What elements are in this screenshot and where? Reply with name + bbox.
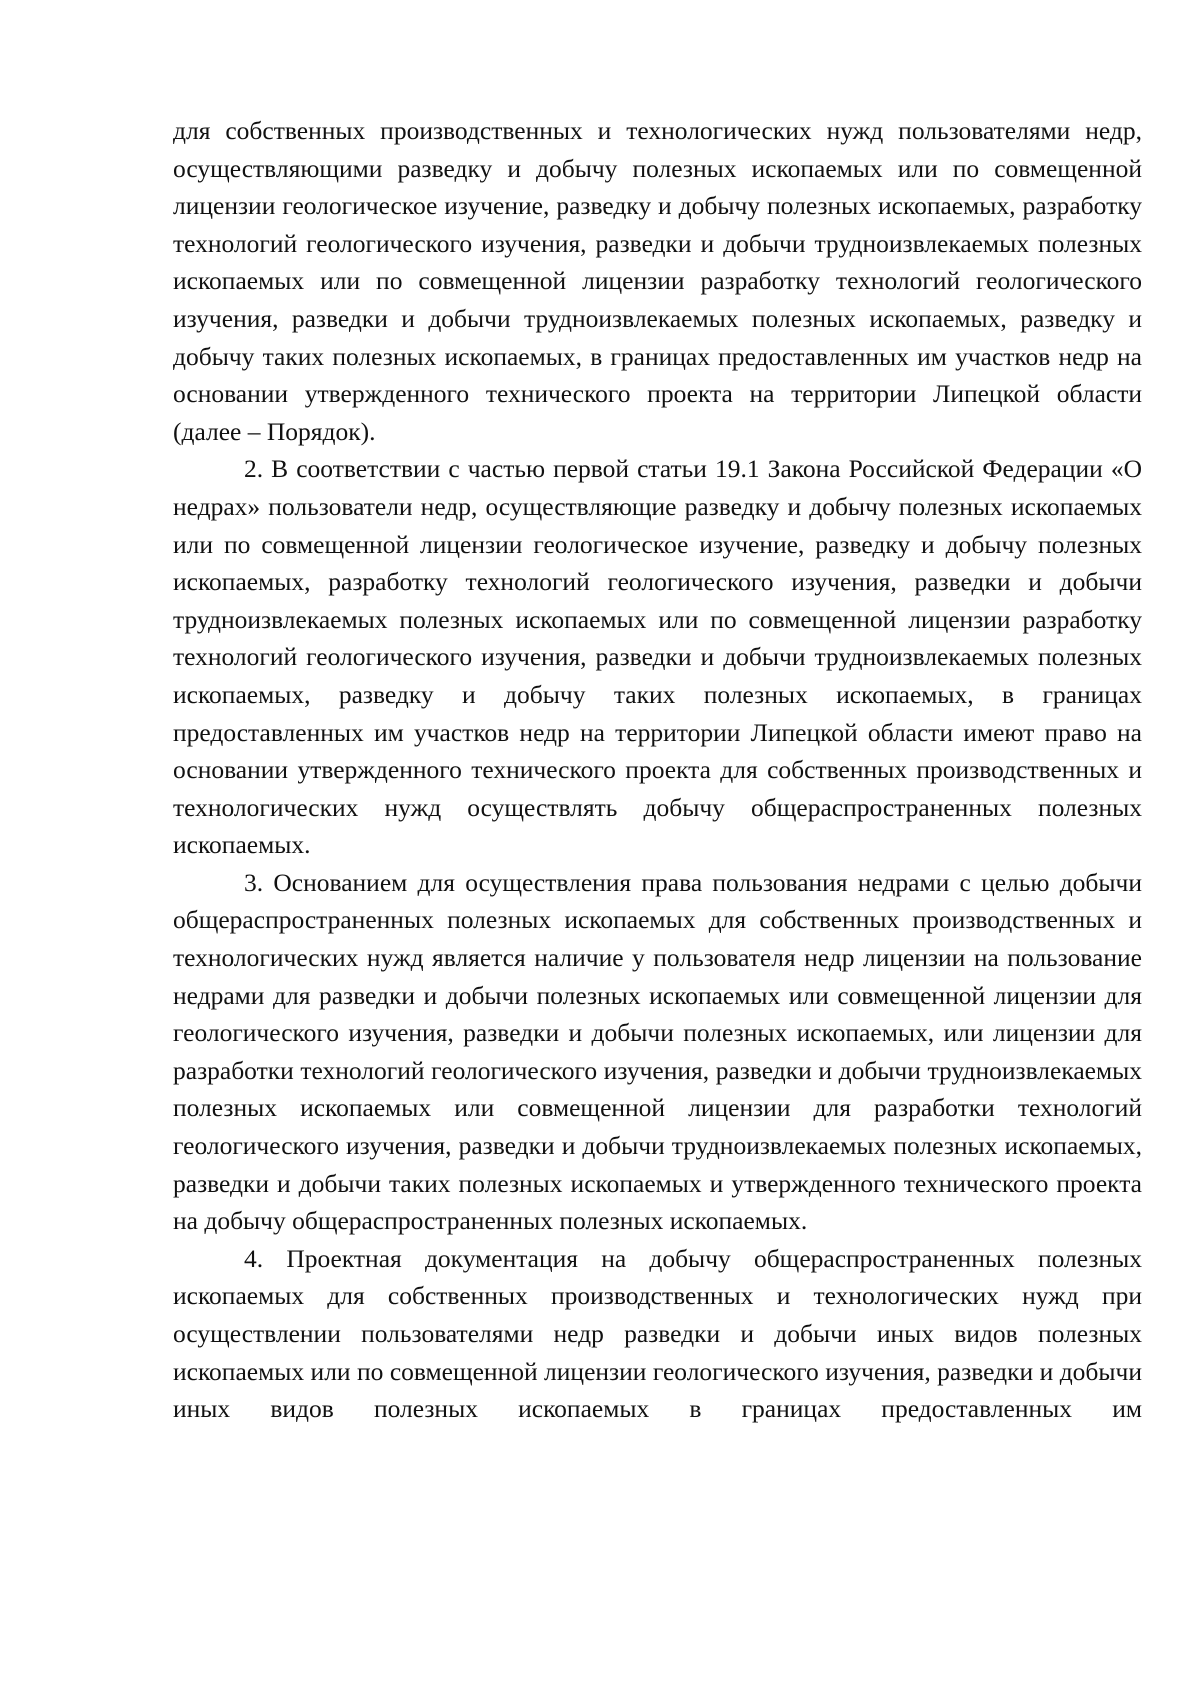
paragraph-3: 3. Основанием для осуществления права пользования недрами с целью добычи общераспространенных полезных ископаемых для собственных производственных и технологических нужд является наличие у пользователя недр лицензии на пользование недрами для разведки и добычи полезных ископаемых или совмещенной лицензии для геологического изучения, разведки и добычи полезных ископаемых, или лицензии для разработки технологий геологического изучения, разведки и добычи трудноизвлекаемых полезных ископаемых или совмещенной лицензии для разработки технологий геологического изучения, разведки и добычи трудноизвлекаемых полезных ископаемых, разведки и добычи таких полезных ископаемых и утвержденного технического проекта на добычу общераспространенных полезных ископаемых. bbox=[173, 867, 1142, 1236]
paragraph-4: 4. Проектная документация на добычу общераспространенных полезных ископаемых для собственных производственных и технологических нужд при осуществлении пользователями недр разведки и добычи иных видов полезных ископаемых или по совмещенной лицензии геологического изучения, разведки и добычи иных видов полезных ископаемых в границах предоставленных им bbox=[173, 1243, 1142, 1424]
paragraph-1-continuation: для собственных производственных и технологических нужд пользователями недр, осуществляющими разведку и добычу полезных ископаемых или по совмещенной лицензии геологическое изучение, разведку и добычу полезных ископаемых, разработку технологий геологического изучения, разведки и добычи трудноизвлекаемых полезных ископаемых или по совмещенной лицензии разработку технологий геологического изучения, разведки и добычи трудноизвлекаемых полезных ископаемых, разведку и добычу таких полезных ископаемых, в границах предоставленных им участков недр на основании утвержденного технического проекта на территории Липецкой области (далее – Порядок). bbox=[173, 116, 1142, 446]
paragraph-2: 2. В соответствии с частью первой статьи 19.1 Закона Российской Федерации «О недрах» пользователи недр, осуществляющие разведку и добычу полезных ископаемых или по совмещенной лицензии геологическое изучение, разведку и добычу полезных ископаемых, разработку технологий геологического изучения, разведки и добычи трудноизвлекаемых полезных ископаемых или по совмещенной лицензии разработку технологий геологического изучения, разведки и добычи трудноизвлекаемых полезных ископаемых, разведку и добычу таких полезных ископаемых, в границах предоставленных им участков недр на территории Липецкой области имеют право на основании утвержденного технического проекта для собственных производственных и технологических нужд осуществлять добычу общераспространенных полезных ископаемых. bbox=[173, 454, 1142, 860]
document-page bbox=[173, 112, 1142, 1428]
